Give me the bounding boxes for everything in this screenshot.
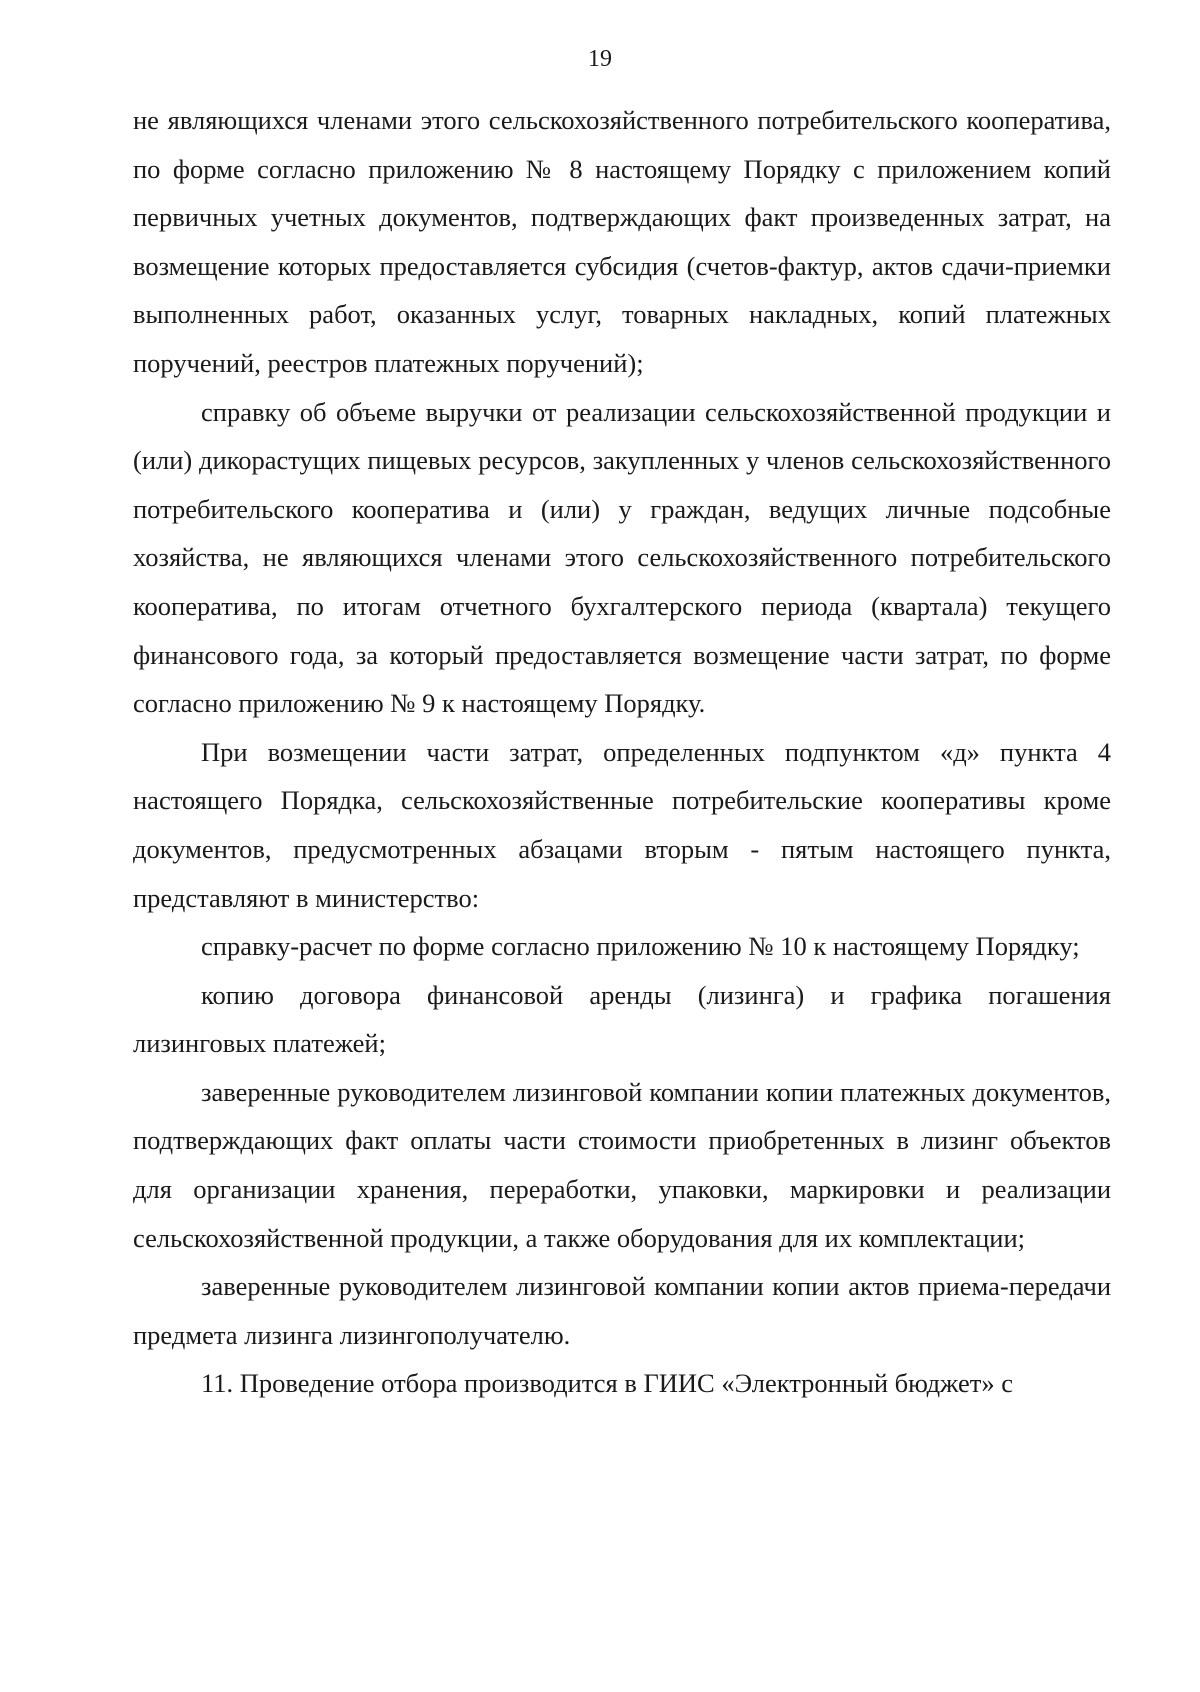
- paragraph-transfer-acts: заверенные руководителем лизинговой компании копии актов приема-передачи предмета лизинга лизингополучателю.: [133, 1271, 1111, 1350]
- paragraph-continuation: не являющихся членами этого сельскохозяйственного потребительского кооператива, по форме согласно приложению № 8 настоящему Порядку с приложением копий первичных учетных документов, подтверждающих факт произведенных затрат, на возмещение которых предоставляется субсидия (счетов-фактур, актов сдачи-приемки выполненных работ, оказанных услуг, товарных накладных, копий платежных поручений, реестров платежных поручений);: [133, 105, 1111, 378]
- paragraph-selection-procedure: 11. Проведение отбора производится в ГИИС «Электронный бюджет» с: [201, 1368, 1013, 1399]
- paragraph-payment-documents: заверенные руководителем лизинговой компании копии платежных документов, подтверждающих факт оплаты части стоимости приобретенных в лизинг объектов для организации хранения, переработки, упаковки, маркировки и реализации сельскохозяйственной продукции, а также оборудования для их комплектации;: [133, 1076, 1111, 1253]
- paragraph-calculation-certificate: справку-расчет по форме согласно приложению № 10 к настоящему Порядку;: [201, 931, 1080, 962]
- paragraph-leasing-costs: При возмещении части затрат, определенных подпунктом «д» пункта 4 настоящего Порядка, сельскохозяйственные потребительские кооперативы кроме документов, предусмотренных абзацами вторым - пятым настоящего пункта, представляют в министерство:: [133, 736, 1111, 913]
- paragraph-leasing-contract: копию договора финансовой аренды (лизинга) и графика погашения лизинговых платежей;: [133, 979, 1111, 1059]
- paragraph-revenue-certificate: справку об объеме выручки от реализации сельскохозяйственной продукции и (или) дикорастущих пищевых ресурсов, закупленных у членов сельскохозяйственного потребительского кооператива и (или) у граждан, ведущих личные подсобные хозяйства, не являющихся членами этого сельскохозяйственного потребительского кооператива, по итогам отчетного бухгалтерского периода (квартала) текущего финансового года, за который предоставляется возмещение части затрат, по форме согласно приложению № 9 к настоящему Порядку.: [133, 396, 1111, 719]
- page-number: 19: [588, 46, 612, 72]
- document-body: [133, 96, 1111, 1408]
